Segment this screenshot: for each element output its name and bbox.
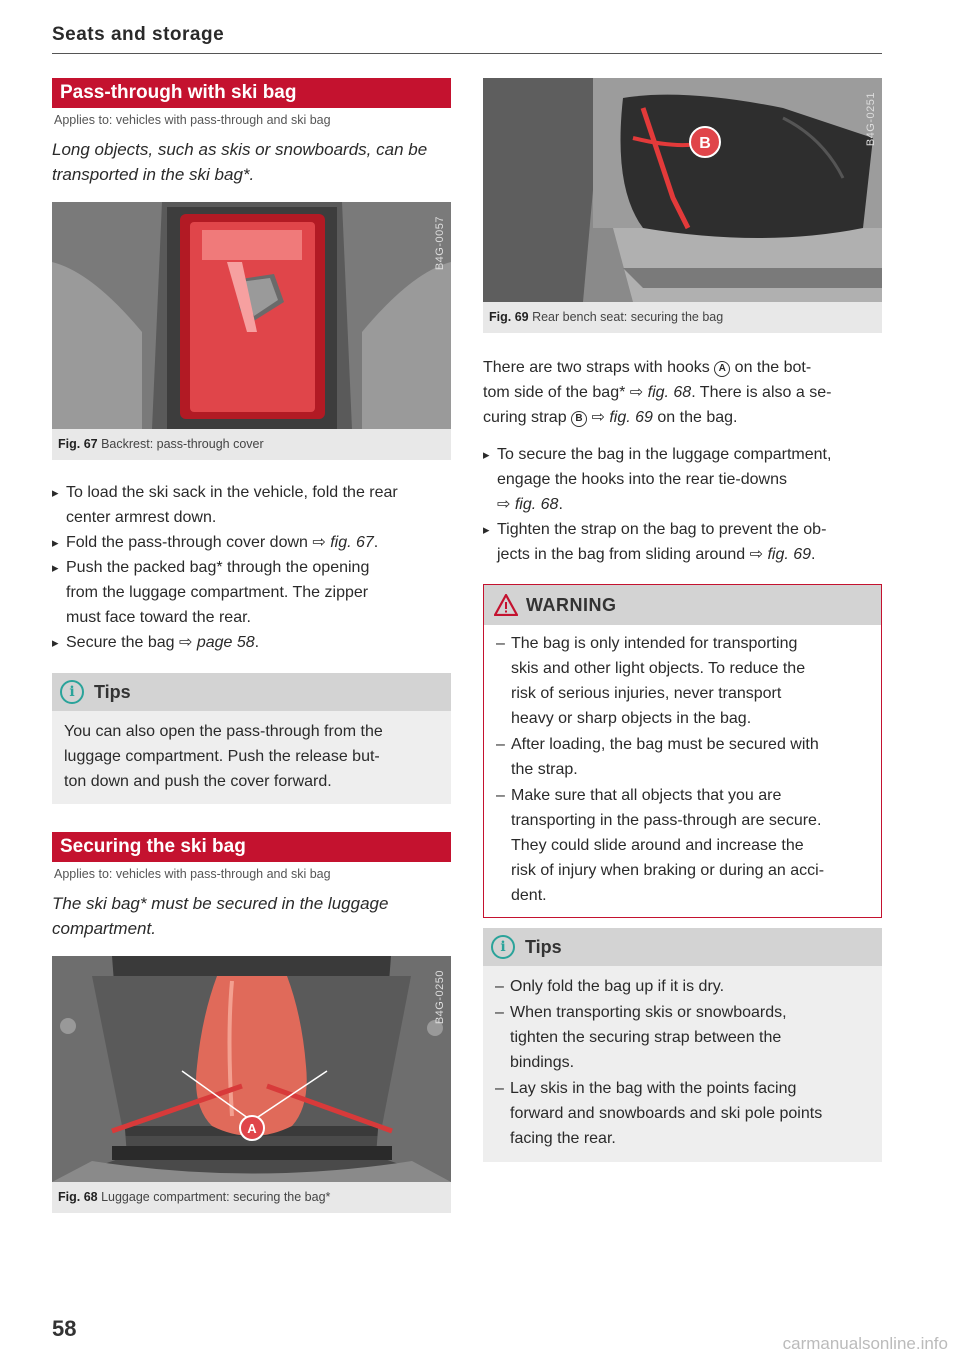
intro-text: The ski bag* must be secured in the luggage compartment. — [52, 894, 389, 938]
marker-b-icon: B — [571, 411, 587, 427]
right-column — [483, 78, 882, 1162]
figure-69 — [483, 78, 882, 333]
step-item: ▸ Push the packed bag* through the opening from the luggage compartment. The zipper must face toward the rear. — [52, 555, 451, 630]
figure-caption: Fig. 68 Luggage compartment: securing the bag* — [58, 1190, 331, 1204]
watermark: carmanualsonline.info — [782, 1334, 948, 1353]
luggage-compartment-illustration — [52, 956, 451, 1182]
tips-body: You can also open the pass-through from the luggage compartment. Push the release but- ton down and push the cover forward. — [64, 723, 383, 790]
pass-through-cover-illustration — [52, 202, 451, 429]
marker-b-label: B — [699, 135, 711, 152]
figure-68 — [52, 956, 451, 1213]
info-icon: i — [491, 935, 515, 959]
instruction-steps — [483, 442, 882, 567]
warning-item: – The bag is only intended for transporting skis and other light objects. To reduce the risk of serious injuries, never transport heavy or sharp objects in the bag. — [496, 631, 869, 731]
figure-68-image — [52, 956, 451, 1182]
tips-box — [52, 673, 451, 804]
figure-caption: Fig. 67 Backrest: pass-through cover — [58, 437, 264, 451]
warning-item: – Make sure that all objects that you are transporting in the pass-through are secure. They could slide around and increase the risk of injury when braking or during an acci- dent. — [496, 783, 869, 908]
rear-bench-illustration — [483, 78, 882, 302]
marker-a-icon: A — [714, 361, 730, 377]
figure-code: B4G-0250 — [434, 970, 446, 1025]
figure-code: B4G-0251 — [865, 92, 877, 147]
section-title-pass-through: Pass-through with ski bag — [52, 78, 451, 108]
left-column — [52, 78, 451, 1213]
figure-link[interactable]: ⇨ fig. 69 — [749, 546, 812, 563]
figure-link[interactable]: ⇨ fig. 68 — [497, 496, 559, 513]
tips-header — [483, 928, 882, 966]
tips-body — [483, 966, 882, 1162]
page-header — [52, 24, 882, 54]
section-title-securing: Securing the ski bag — [52, 832, 451, 862]
tips-header — [52, 673, 451, 711]
warning-title: WARNING — [526, 594, 617, 615]
warning-triangle-icon — [494, 594, 518, 616]
tips-item: – Lay skis in the bag with the points facing forward and snowboards and ski pole points facing the rear. — [495, 1076, 870, 1151]
figure-69-image — [483, 78, 882, 302]
figure-link[interactable]: ⇨ fig. 68 — [629, 384, 692, 401]
step-item: ▸ Fold the pass-through cover down ⇨ fig. 67. — [52, 530, 451, 555]
chapter-title: Seats and storage — [52, 24, 225, 45]
tips-title: Tips — [525, 936, 562, 957]
marker-a-label: A — [247, 1121, 257, 1136]
step-item: ▸ Tighten the strap on the bag to prevent the ob- jects in the bag from sliding around ⇨ fig. 69. — [483, 517, 882, 567]
step-item: ▸ Secure the bag ⇨ page 58. — [52, 630, 451, 655]
figure-67 — [52, 202, 451, 460]
tips-box — [483, 928, 882, 1162]
figure-caption: Fig. 69 Rear bench seat: securing the bag — [489, 310, 724, 324]
figure-67-image — [52, 202, 451, 429]
figure-link[interactable]: ⇨ fig. 69 — [587, 409, 653, 426]
intro-text: Long objects, such as skis or snowboards, can be transported in the ski bag*. — [52, 140, 428, 184]
figure-code: B4G-0057 — [434, 216, 446, 271]
tips-item: – When transporting skis or snowboards, tighten the securing strap between the bindings. — [495, 1000, 870, 1075]
warning-header — [484, 585, 881, 625]
step-item: ▸ To load the ski sack in the vehicle, fold the rear center armrest down. — [52, 480, 451, 530]
info-icon: i — [60, 680, 84, 704]
instruction-steps — [52, 480, 451, 655]
warning-box — [483, 584, 882, 918]
applies-note: Applies to: vehicles with pass-through and ski bag — [54, 113, 331, 127]
tips-title: Tips — [94, 681, 131, 702]
tips-item: – Only fold the bag up if it is dry. — [495, 974, 870, 999]
page-link[interactable]: ⇨ page 58 — [178, 634, 255, 651]
step-item: ▸ To secure the bag in the luggage compartment, engage the hooks into the rear tie-downs ⇨ fig. 68. — [483, 442, 882, 517]
page-number: 58 — [52, 1316, 77, 1341]
applies-note: Applies to: vehicles with pass-through and ski bag — [54, 867, 331, 881]
figure-link[interactable]: ⇨ fig. 67 — [312, 534, 374, 551]
warning-item: – After loading, the bag must be secured with the strap. — [496, 732, 869, 782]
warning-body — [484, 625, 881, 917]
body-paragraph: There are two straps with hooks A on the bot- tom side of the bag* ⇨ fig. 68. There is also a se- curing strap B ⇨ fig. 69 on the bag. — [483, 359, 832, 426]
